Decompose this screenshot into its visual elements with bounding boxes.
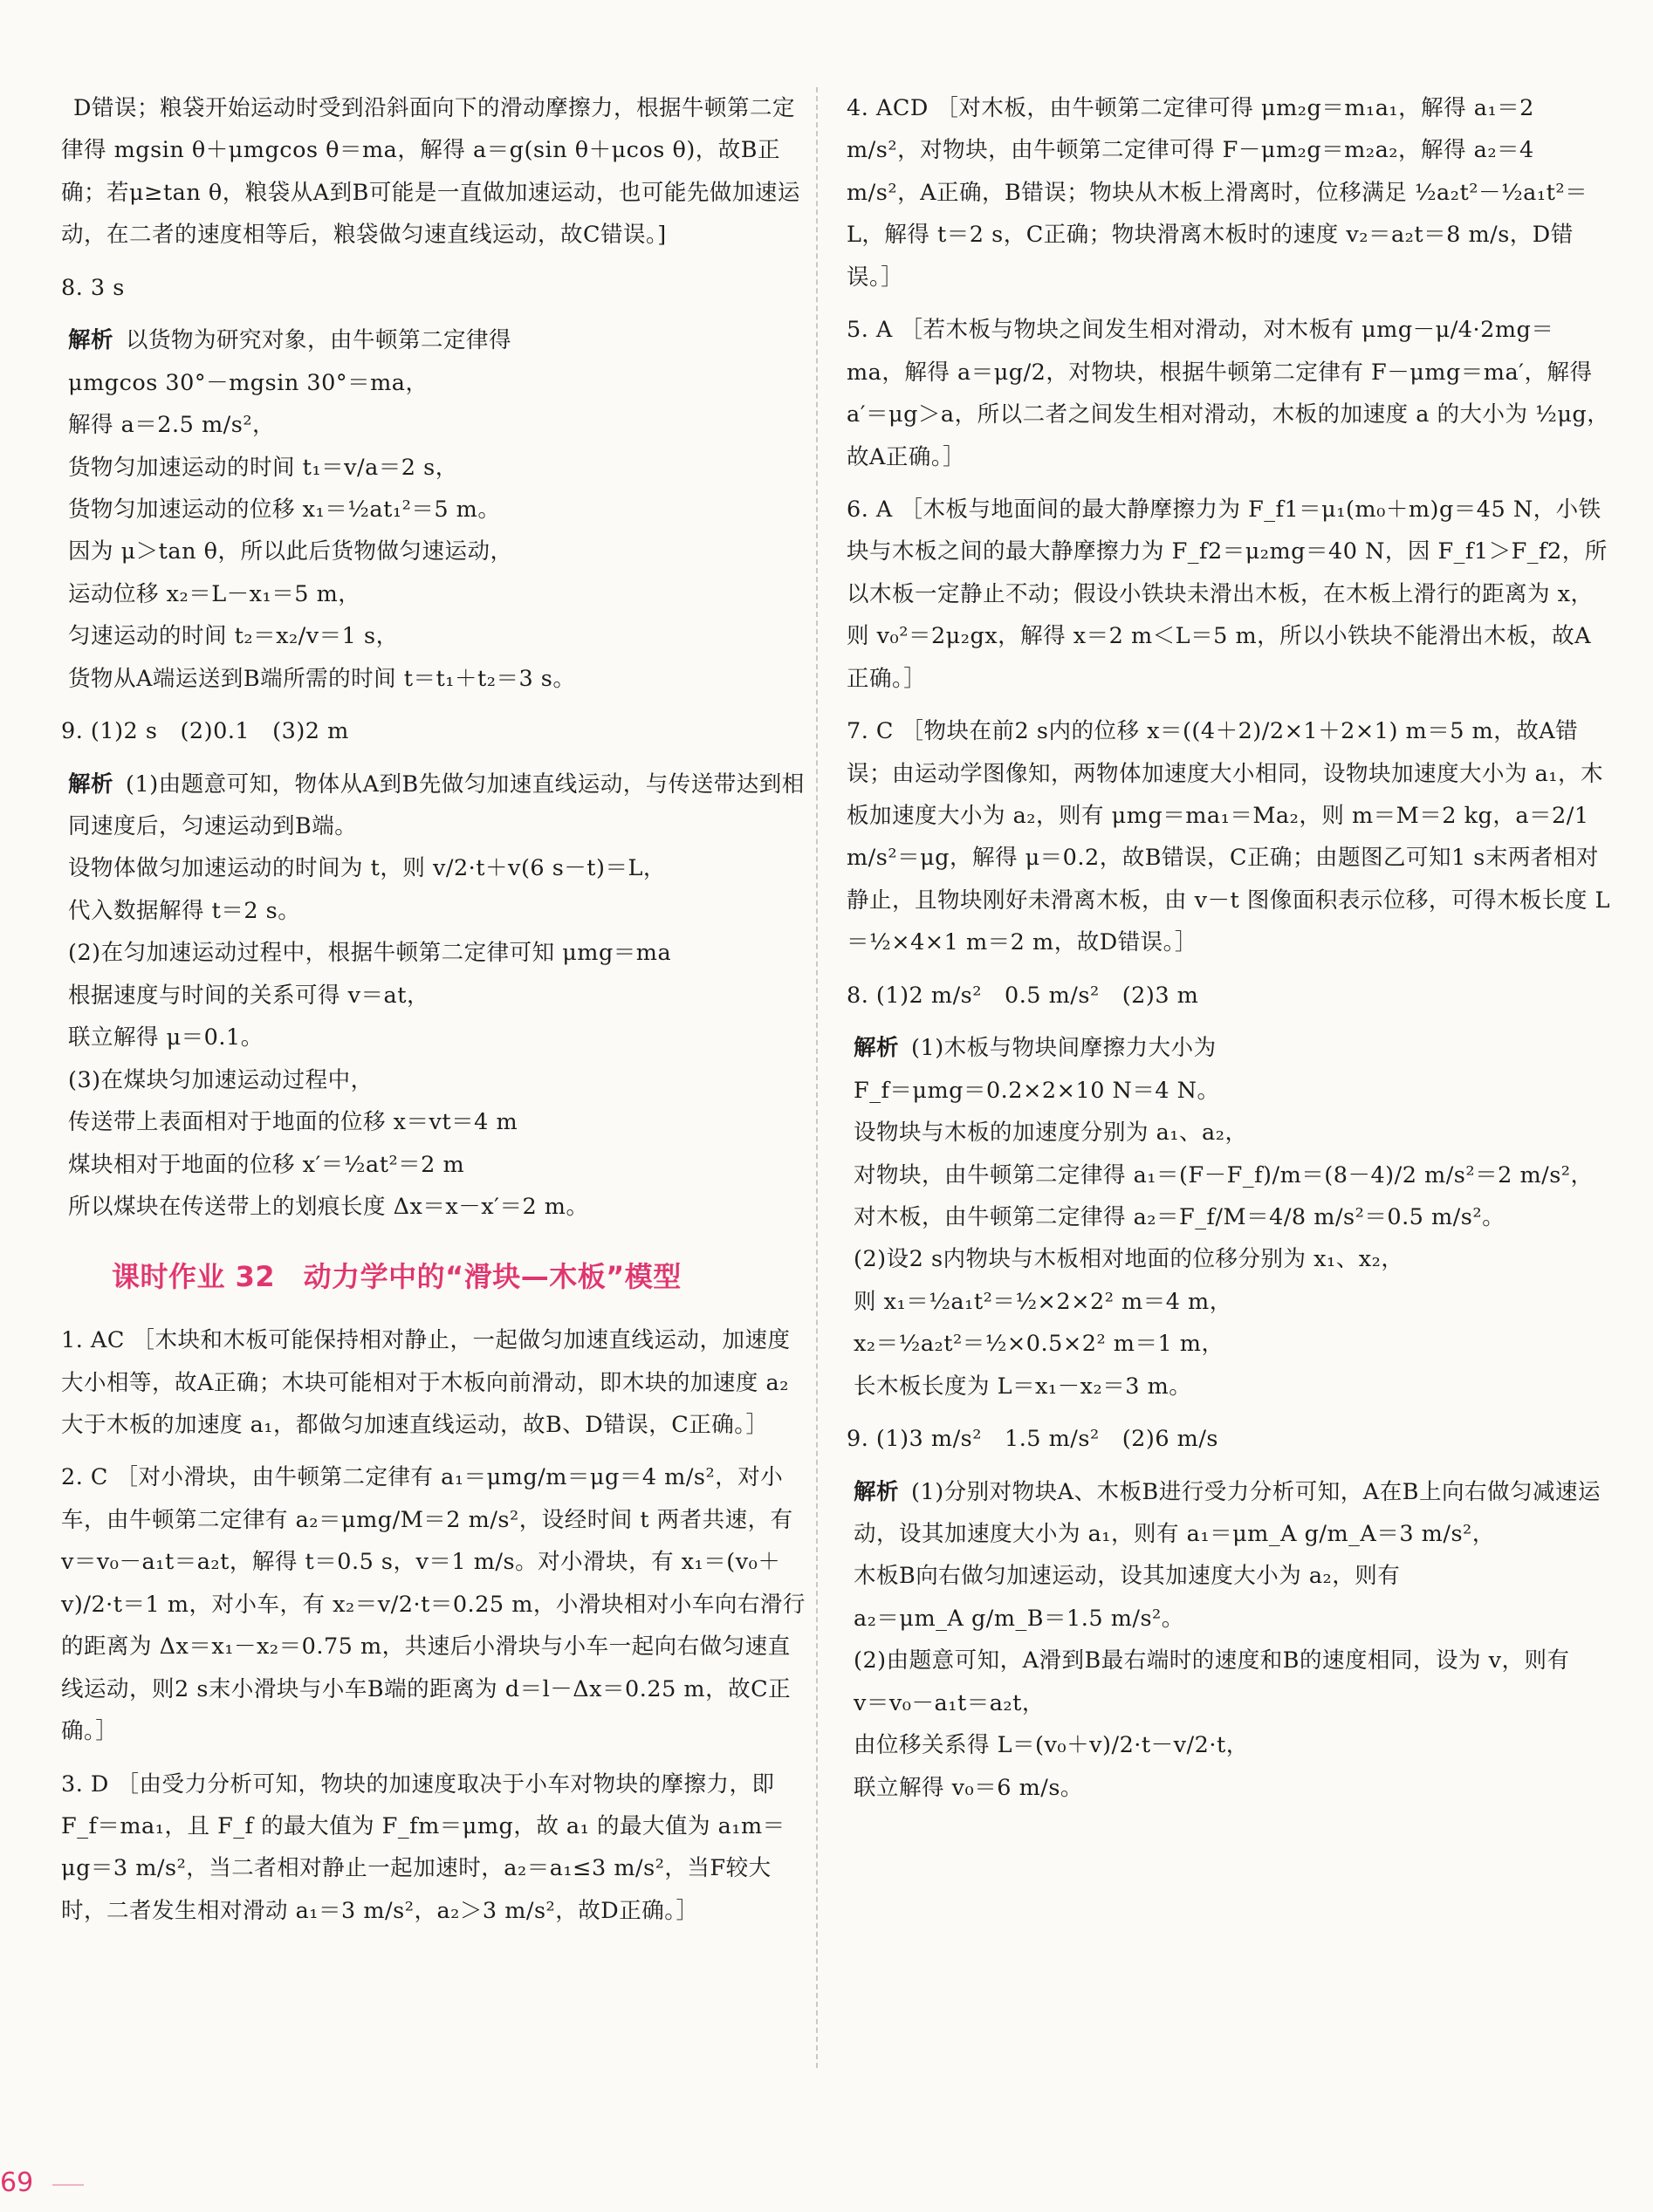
- block-text: D错误；粮袋开始运动时受到沿斜面向下的滑动摩擦力，根据牛顿第二定律得 mgsin θ＋μmgcos θ＝ma，解得 a＝g(sin θ＋μcos θ)，故B正确；若μ≥tan θ，粮袋从A到B可能是一直做加速运动，也可能先做加速运动，在二者的速度相等后，粮袋做匀速直线运动，故C错误。]: [61, 95, 800, 249]
- analysis-label: 解析: [854, 1035, 900, 1062]
- block-text: 以货物为研究对象，由牛顿第二定律得 μmgcos 30°－mgsin 30°＝ma， 解得 a＝2.5 m/s²， 货物匀加速运动的时间 t₁＝v/a＝2 s， 货物匀加速运动的位移 x₁＝½at₁²＝5 m。 因为 μ＞tan θ，所以此后货物做匀速运动， 运动位移 x₂＝L－x₁＝5 m， 匀速运动的时间 t₂＝x₂/v＝1 s， 货物从A端运送到B端所需的时间 t＝t₁＋t₂＝3 s。: [68, 327, 576, 692]
- section-title: 课时作业 32 动力学中的“滑块—木板”模型: [112, 1260, 682, 1294]
- answer-block: [61, 1456, 812, 1752]
- answer-block: [847, 309, 1610, 478]
- block-text: 7. C ［物块在前2 s内的位移 x＝((4＋2)/2×1＋2×1) m＝5 m，故A错误；由运动学图像知，两物体加速度大小相同，设物块加速度大小为 a₁，木板加速度大小为 a₂，则有 μmg＝ma₁＝Ma₂，则 m＝M＝2 kg，a＝2/1 m/s²＝μg，解得 μ＝0.2，故B错误，C正确；由题图乙可知1 s末两者相对静止，且物块刚好未滑离木板，由 v－t 图像面积表示位移，可得木板长度 L＝½×4×1 m＝2 m，故D错误。］: [847, 718, 1610, 956]
- answer-block: [847, 710, 1610, 964]
- analysis-block: [61, 319, 812, 700]
- analysis-label: 解析: [854, 1478, 900, 1505]
- block-text: 5. A ［若木板与物块之间发生相对滑动，对木板有 μmg－μ/4·2mg＝ma，解得 a＝μg/2，对物块，根据牛顿第二定律有 F－μmg＝ma′，解得 a′＝μg＞a，所以二者之间发生相对滑动，木板的加速度 a 的大小为 ½μg，故A正确。］: [847, 317, 1610, 470]
- block-text: 9. (1)3 m/s² 1.5 m/s² (2)6 m/s: [847, 1426, 1219, 1453]
- block-text: (1)木板与物块间摩擦力大小为 F_f＝μmg＝0.2×2×10 N＝4 N。 设物块与木板的加速度分别为 a₁、a₂， 对物块，由牛顿第二定律得 a₁＝(F－F_f)/m＝(8－4)/2 m/s²＝2 m/s²， 对木板，由牛顿第二定律得 a₂＝F_f/M＝4/8 m/s²＝0.5 m/s²。 (2)设2 s内物块与木板相对地面的位移分别为 x₁、x₂， 则 x₁＝½a₁t²＝½×2×2² m＝4 m， x₂＝½a₂t²＝½×0.5×2² m＝1 m， 长木板长度为 L＝x₁－x₂＝3 m。: [854, 1035, 1594, 1400]
- block: [61, 87, 812, 257]
- block-text: 6. A ［木板与地面间的最大静摩擦力为 F_f1＝μ₁(m₀＋m)g＝45 N，小铁块与木板之间的最大静摩擦力为 F_f2＝μ₂mg＝40 N，因 F_f1＞F_f2，所以木板一定静止不动；假设小铁块未滑出木板，在木板上滑行的距离为 x，则 v₀²＝2μ₂gx，解得 x＝2 m＜L＝5 m，所以小铁块不能滑出木板，故A正确。］: [847, 496, 1608, 692]
- page-number: 69: [0, 2167, 34, 2198]
- block-text: 8. (1)2 m/s² 0.5 m/s² (2)3 m: [847, 982, 1199, 1009]
- block-text: 2. C ［对小滑块，由牛顿第二定律有 a₁＝μmg/m＝μg＝4 m/s²，对小车，由牛顿第二定律有 a₂＝μmg/M＝2 m/s²，设经时间 t 两者共速，有 v＝v₀－a₁t＝a₂t，解得 t＝0.5 s，v＝1 m/s。对小滑块，有 x₁＝(v₀＋v)/2·t＝1 m，对小车，有 x₂＝v/2·t＝0.25 m，小滑块相对小车向右滑行的距离为 Δx＝x₁－x₂＝0.75 m，共速后小滑块与小车一起向右做匀速直线运动，则2 s末小滑块与小车B端的距离为 d＝l－Δx＝0.25 m，故C正确。］: [61, 1464, 806, 1745]
- answer-block: [61, 1763, 812, 1933]
- left-column: [61, 87, 812, 1942]
- answer-line: [61, 267, 812, 309]
- page-number-rule: [52, 2184, 84, 2186]
- answer-line: [61, 710, 812, 752]
- analysis-block: [847, 1471, 1610, 1810]
- right-column: [847, 87, 1610, 1819]
- answer-line: [847, 975, 1610, 1017]
- analysis-block: [847, 1027, 1610, 1407]
- block-text: (1)分别对物块A、木板B进行受力分析可知，A在B上向右做匀减速运动，设其加速度大小为 a₁，则有 a₁＝μm_A g/m_A＝3 m/s²， 木板B向右做匀加速运动，设其加速度大小为 a₂，则有 a₂＝μm_A g/m_B＝1.5 m/s²。 (2)由题意可知，A滑到B最右端时的速度和B的速度相同，设为 v，则有 v＝v₀－a₁t＝a₂t， 由位移关系得 L＝(v₀＋v)/2·t－v/2·t， 联立解得 v₀＝6 m/s。: [854, 1478, 1601, 1801]
- answer-block: [847, 489, 1610, 700]
- block-text: 3. D ［由受力分析可知，物块的加速度取决于小车对物块的摩擦力，即 F_f＝ma₁，且 F_f 的最大值为 F_fm＝μmg，故 a₁ 的最大值为 a₁m＝μg＝3 m/s²，当二者相对静止一起加速时，a₂＝a₁≤3 m/s²，当F较大时，二者发生相对滑动 a₁＝3 m/s²，a₂＞3 m/s²，故D正确。］: [61, 1770, 785, 1924]
- column-divider: [816, 87, 818, 2068]
- block-text: 1. AC ［木块和木板可能保持相对静止，一起做匀加速直线运动，加速度大小相等，故A正确；木块可能相对于木板向前滑动，即木块的加速度 a₂ 大于木板的加速度 a₁，都做匀加速直线运动，故B、D错误，C正确。］: [61, 1327, 797, 1439]
- block-text: 8. 3 s: [61, 274, 125, 301]
- block-text: 4. ACD ［对木板，由牛顿第二定律可得 μm₂g＝m₁a₁，解得 a₁＝2 m/s²，对物块，由牛顿第二定律可得 F－μm₂g＝m₂a₂，解得 a₂＝4 m/s²，A正确，B错误；物块从木板上滑离时，位移满足 ½a₂t²－½a₁t²＝L，解得 t＝2 s，C正确；物块滑离木板时的速度 v₂＝a₂t＝8 m/s，D错误。］: [847, 95, 1588, 291]
- analysis-label: 解析: [68, 770, 114, 798]
- answer-block: [847, 87, 1610, 298]
- analysis-label: 解析: [68, 327, 114, 354]
- answer-block: [61, 1319, 812, 1446]
- block-text: (1)由题意可知，物体从A到B先做匀加速直线运动，与传送带达到相同速度后，匀速运动到B端。 设物体做匀加速运动的时间为 t，则 v/2·t＋v(6 s－t)＝L， 代入数据解得 t＝2 s。 (2)在匀加速运动过程中，根据牛顿第二定律可知 μmg＝ma 根据速度与时间的关系可得 v＝at， 联立解得 μ＝0.1。 (3)在煤块匀加速运动过程中， 传送带上表面相对于地面的位移 x＝vt＝4 m 煤块相对于地面的位移 x′＝½at²＝2 m 所以煤块在传送带上的划痕长度 Δx＝x－x′＝2 m。: [68, 770, 805, 1220]
- block-text: 9. (1)2 s (2)0.1 (3)2 m: [61, 718, 349, 745]
- answer-line: [847, 1418, 1610, 1460]
- analysis-block: [61, 764, 812, 1229]
